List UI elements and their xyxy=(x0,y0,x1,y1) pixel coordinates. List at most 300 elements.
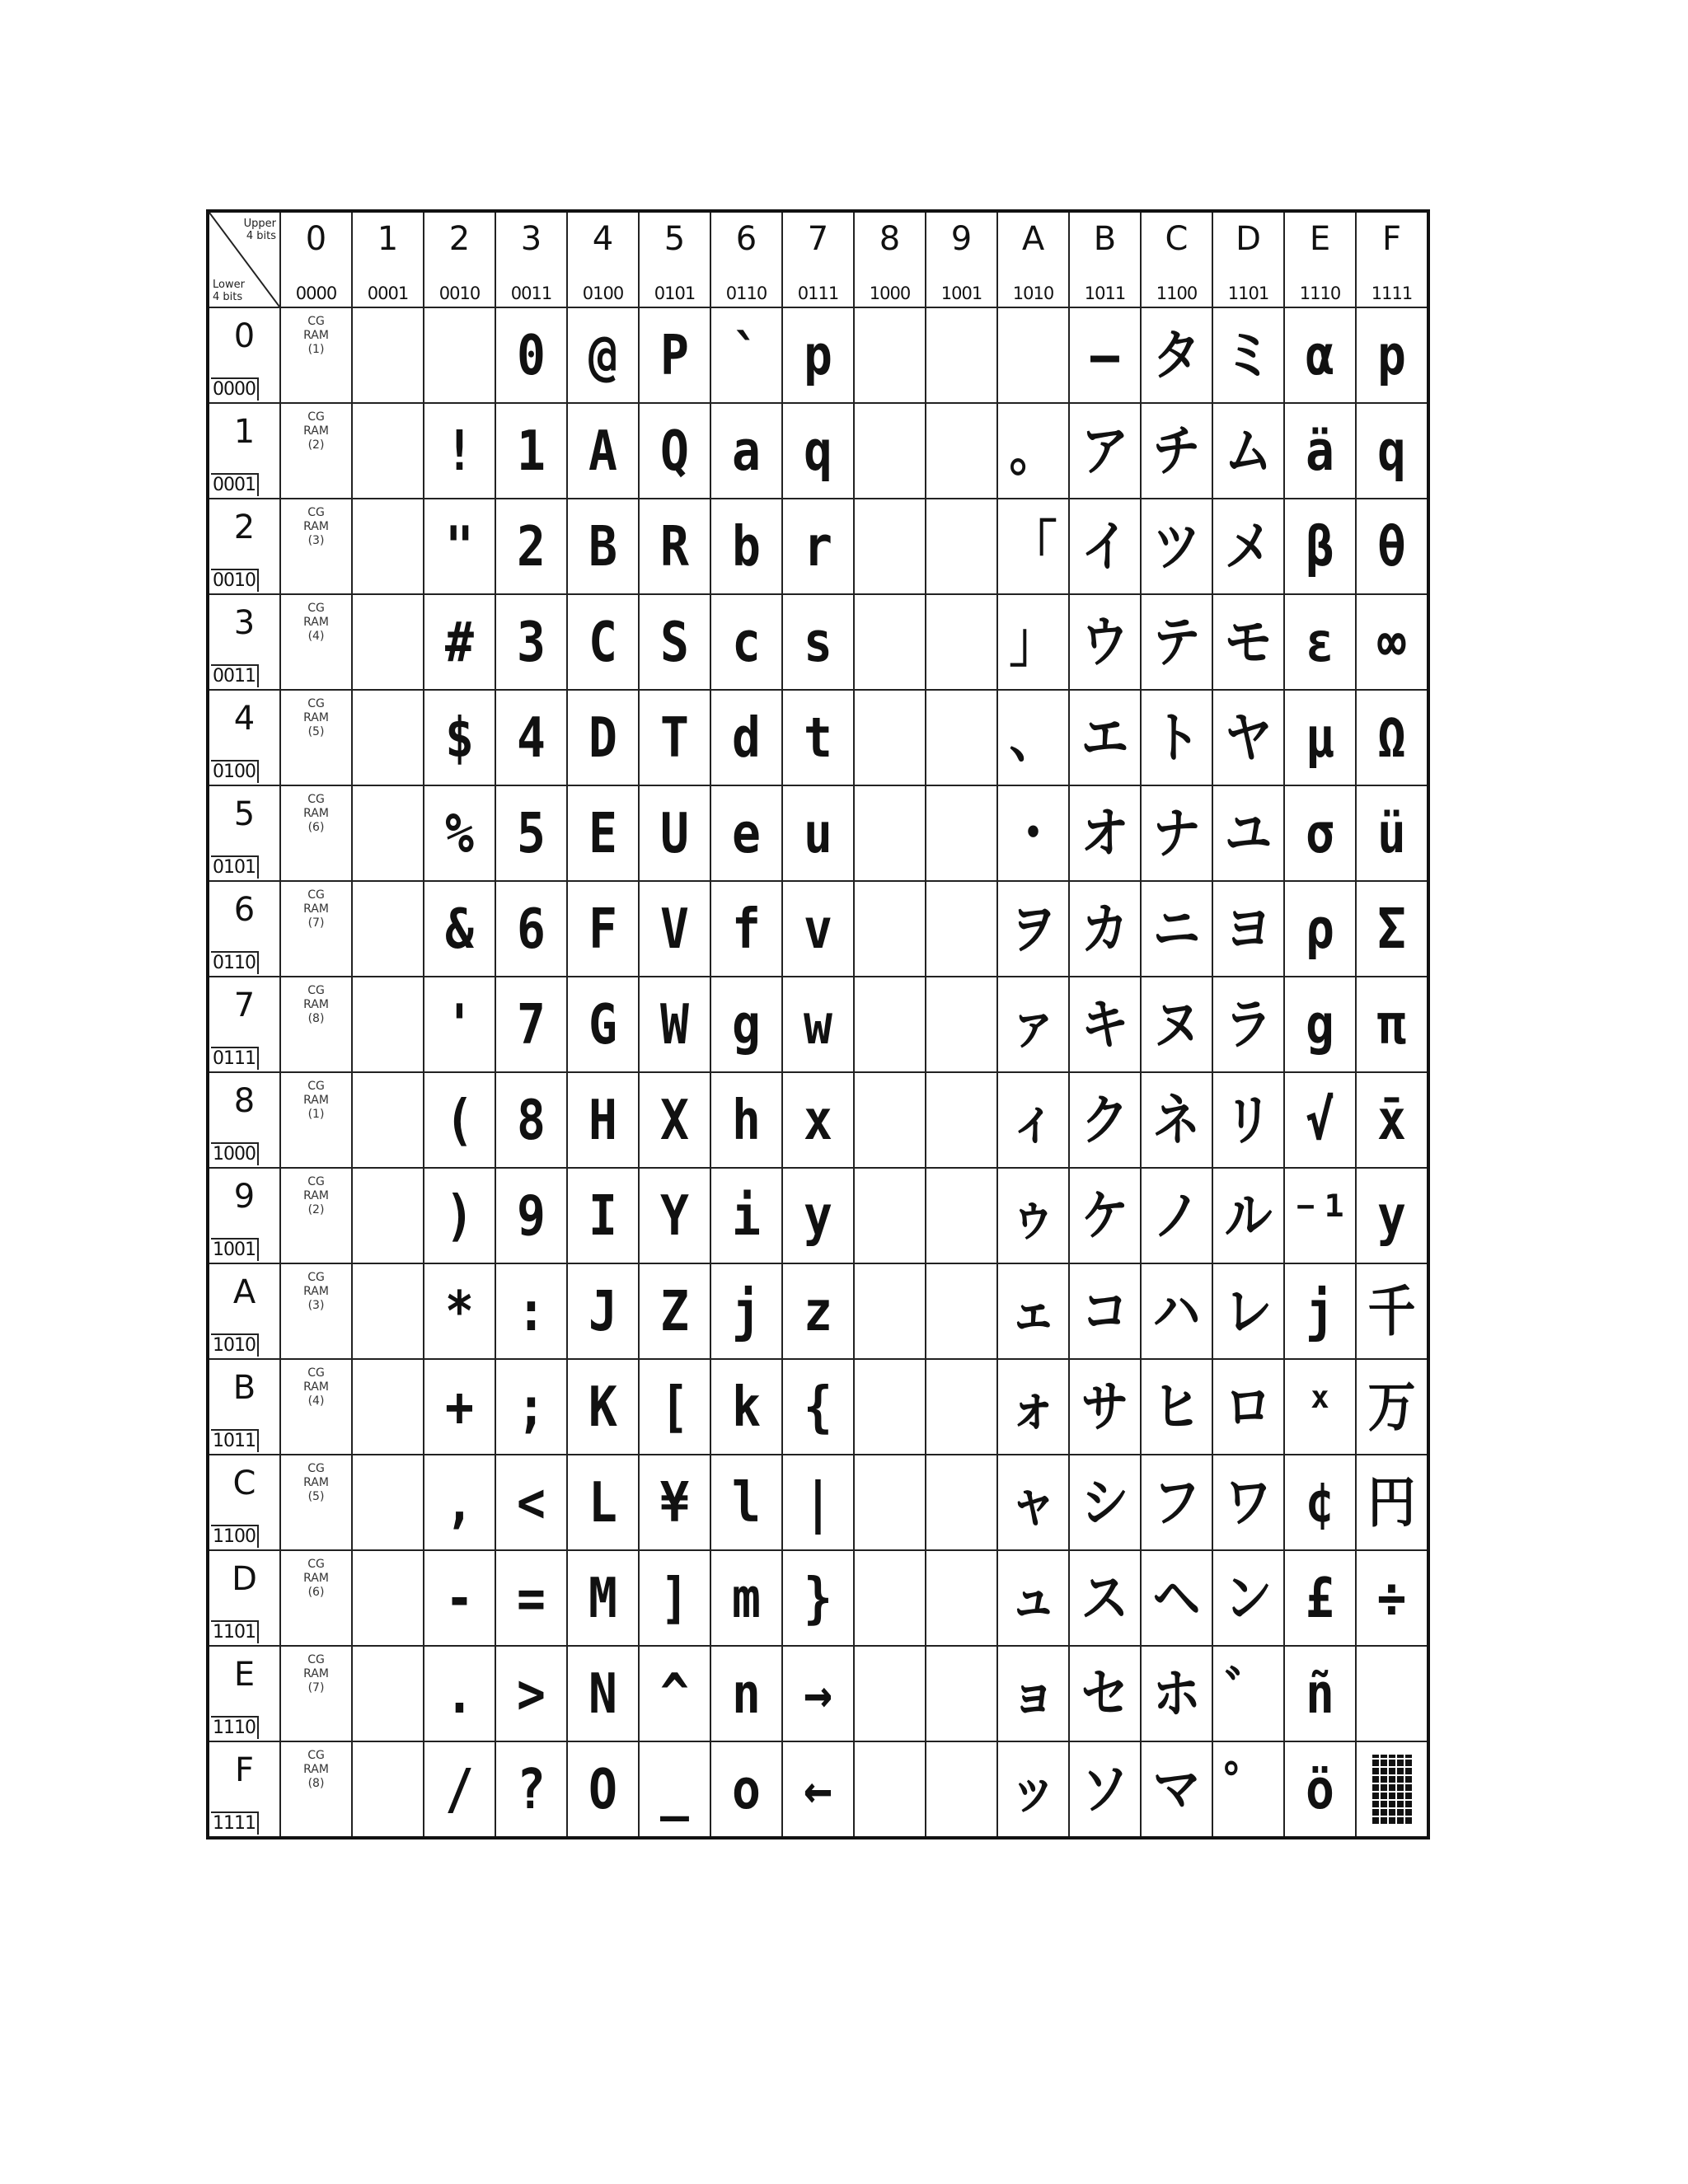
character-glyph: £ xyxy=(1306,1565,1334,1631)
character-cell xyxy=(1069,1741,1141,1838)
character-cell xyxy=(997,785,1069,881)
character-glyph: シ xyxy=(1081,1469,1129,1535)
table-row xyxy=(208,1455,1428,1550)
row-binary: 0110 xyxy=(211,951,259,974)
character-glyph: 5 xyxy=(517,800,546,866)
character-cell xyxy=(495,1455,567,1550)
row-header xyxy=(208,403,280,499)
row-header xyxy=(208,690,280,785)
character-cell xyxy=(1356,977,1428,1072)
column-header xyxy=(782,211,854,307)
character-glyph: : xyxy=(517,1278,546,1344)
character-cell xyxy=(1069,1359,1141,1455)
character-cell xyxy=(1212,307,1284,403)
character-glyph: ツ xyxy=(1152,513,1201,579)
row-header xyxy=(208,881,280,977)
upper-bits-label: Upper 4 bits xyxy=(243,218,276,242)
column-binary: 0110 xyxy=(725,284,767,303)
character-cell xyxy=(1356,1359,1428,1455)
character-cell xyxy=(782,690,854,785)
character-cell xyxy=(1141,1455,1212,1550)
character-glyph: D xyxy=(588,705,617,771)
character-cell xyxy=(495,881,567,977)
character-glyph: エ xyxy=(1081,705,1129,771)
character-cell xyxy=(782,1455,854,1550)
character-cell xyxy=(1356,499,1428,594)
character-glyph: f xyxy=(732,896,761,962)
character-glyph: s xyxy=(804,609,832,675)
character-glyph: ォ xyxy=(1009,1374,1057,1440)
character-glyph: 円 xyxy=(1367,1469,1416,1535)
character-cell xyxy=(424,499,495,594)
row-binary: 1111 xyxy=(211,1811,259,1835)
character-glyph: リ xyxy=(1224,1087,1273,1153)
character-cell xyxy=(926,785,997,881)
character-cell xyxy=(926,594,997,690)
row-binary: 0001 xyxy=(211,473,259,496)
character-cell xyxy=(782,1646,854,1741)
cgram-label: CG RAM (6) xyxy=(303,793,329,834)
character-cell xyxy=(854,307,926,403)
character-cell xyxy=(782,1263,854,1359)
character-cell xyxy=(854,785,926,881)
character-glyph: ワ xyxy=(1224,1469,1273,1535)
cgram-cell xyxy=(280,1072,352,1168)
column-header xyxy=(352,211,424,307)
character-glyph: - xyxy=(445,1565,474,1631)
character-cell xyxy=(926,977,997,1072)
character-glyph: ノ xyxy=(1152,1183,1201,1249)
character-glyph: ナ xyxy=(1152,800,1201,866)
row-hex: E xyxy=(233,1656,256,1694)
character-glyph: z xyxy=(804,1278,832,1344)
character-cell xyxy=(1212,1263,1284,1359)
row-binary: 1010 xyxy=(211,1333,259,1357)
column-header xyxy=(1212,211,1284,307)
column-header xyxy=(1141,211,1212,307)
character-cell xyxy=(926,307,997,403)
character-glyph: & xyxy=(445,896,474,962)
character-cell xyxy=(997,977,1069,1072)
character-cell xyxy=(854,499,926,594)
character-cell xyxy=(567,1168,639,1263)
character-cell xyxy=(352,690,424,785)
character-cell xyxy=(1069,881,1141,977)
character-cell xyxy=(1141,1359,1212,1455)
character-cell xyxy=(997,1646,1069,1741)
character-glyph: . xyxy=(445,1661,474,1727)
cgram-cell xyxy=(280,977,352,1072)
row-header xyxy=(208,307,280,403)
character-glyph: F xyxy=(588,896,617,962)
character-glyph: 3 xyxy=(517,609,546,675)
character-glyph: C xyxy=(588,609,617,675)
character-cell xyxy=(854,1550,926,1646)
character-glyph: o xyxy=(732,1756,761,1822)
character-cell xyxy=(710,499,782,594)
character-cell xyxy=(782,1741,854,1838)
row-hex: 1 xyxy=(233,413,256,451)
character-cell xyxy=(1284,1168,1356,1263)
character-glyph: ? xyxy=(517,1756,546,1822)
character-glyph: 9 xyxy=(517,1183,546,1249)
character-cell xyxy=(710,1359,782,1455)
character-glyph: } xyxy=(804,1565,832,1631)
character-glyph: ¥ xyxy=(660,1469,689,1535)
character-glyph: ェ xyxy=(1009,1278,1057,1344)
character-glyph: ˣ xyxy=(1306,1374,1334,1440)
character-glyph: セ xyxy=(1081,1661,1129,1727)
row-binary: 0111 xyxy=(211,1047,259,1070)
row-binary: 0000 xyxy=(211,377,259,401)
character-glyph: β xyxy=(1306,513,1334,579)
character-glyph: g xyxy=(732,991,761,1057)
character-glyph: レ xyxy=(1224,1278,1273,1344)
character-cell xyxy=(926,1455,997,1550)
character-cell xyxy=(1069,1455,1141,1550)
character-cell xyxy=(352,1455,424,1550)
character-glyph: μ xyxy=(1306,705,1334,771)
lower-bits-label: Lower 4 bits xyxy=(213,279,245,303)
character-glyph: 」 xyxy=(1009,609,1057,675)
character-cell xyxy=(567,499,639,594)
character-glyph: l xyxy=(732,1469,761,1535)
character-cell xyxy=(1284,1263,1356,1359)
column-hex: B xyxy=(1093,220,1117,258)
column-binary: 1110 xyxy=(1299,284,1341,303)
character-cell xyxy=(1069,403,1141,499)
character-cell xyxy=(1141,1646,1212,1741)
column-hex: D xyxy=(1236,220,1261,258)
row-header xyxy=(208,1646,280,1741)
row-binary: 1100 xyxy=(211,1525,259,1548)
character-cell xyxy=(854,1359,926,1455)
character-glyph: _ xyxy=(660,1756,689,1822)
character-cell xyxy=(997,881,1069,977)
character-cell xyxy=(854,881,926,977)
character-glyph: ク xyxy=(1081,1087,1129,1153)
character-cell xyxy=(1284,403,1356,499)
character-cell xyxy=(352,594,424,690)
table-row xyxy=(208,1072,1428,1168)
character-glyph: n xyxy=(732,1661,761,1727)
cgram-label: CG RAM (4) xyxy=(303,1366,329,1408)
table-row xyxy=(208,1359,1428,1455)
character-glyph: カ xyxy=(1081,896,1129,962)
character-cell xyxy=(926,1646,997,1741)
cgram-label: CG RAM (6) xyxy=(303,1558,329,1599)
character-glyph: % xyxy=(445,800,474,866)
character-cell xyxy=(854,594,926,690)
character-cell xyxy=(926,1072,997,1168)
character-glyph: ゜ xyxy=(1224,1756,1273,1822)
table-row xyxy=(208,307,1428,403)
row-header xyxy=(208,1359,280,1455)
character-cell xyxy=(782,403,854,499)
character-glyph: b xyxy=(732,513,761,579)
character-cell xyxy=(639,785,710,881)
character-cell xyxy=(495,403,567,499)
character-glyph: ミ xyxy=(1224,322,1273,388)
character-glyph: フ xyxy=(1152,1469,1201,1535)
character-cell xyxy=(1069,594,1141,690)
character-glyph: u xyxy=(804,800,832,866)
column-binary: 1101 xyxy=(1227,284,1269,303)
character-cell xyxy=(854,1455,926,1550)
character-glyph: ; xyxy=(517,1374,546,1440)
character-cell xyxy=(639,690,710,785)
character-cell xyxy=(782,977,854,1072)
character-glyph: * xyxy=(445,1278,474,1344)
character-glyph: g xyxy=(1306,991,1334,1057)
character-cell xyxy=(1356,403,1428,499)
character-cell xyxy=(424,881,495,977)
row-hex: A xyxy=(232,1273,256,1311)
column-header xyxy=(1356,211,1428,307)
character-cell xyxy=(1284,690,1356,785)
column-binary: 0010 xyxy=(438,284,481,303)
character-cell xyxy=(352,1359,424,1455)
character-glyph: ヘ xyxy=(1152,1565,1201,1631)
character-cell xyxy=(1356,307,1428,403)
character-cell xyxy=(567,1741,639,1838)
cgram-label: CG RAM (7) xyxy=(303,888,329,930)
character-glyph: 、 xyxy=(1009,705,1057,771)
cgram-label: CG RAM (5) xyxy=(303,1462,329,1503)
character-cell xyxy=(495,1646,567,1741)
character-glyph: d xyxy=(732,705,761,771)
character-cell xyxy=(567,1455,639,1550)
column-hex: 1 xyxy=(377,220,399,258)
character-cell xyxy=(710,881,782,977)
column-binary: 1100 xyxy=(1156,284,1198,303)
character-cell xyxy=(1069,785,1141,881)
character-cell xyxy=(424,1741,495,1838)
character-glyph: B xyxy=(588,513,617,579)
character-cell xyxy=(567,785,639,881)
character-glyph: K xyxy=(588,1374,617,1440)
character-cell xyxy=(1356,594,1428,690)
character-cell xyxy=(997,403,1069,499)
character-glyph: w xyxy=(804,991,832,1057)
table-row xyxy=(208,1646,1428,1741)
row-hex: 7 xyxy=(233,987,256,1024)
character-cell xyxy=(710,690,782,785)
character-cell xyxy=(710,1550,782,1646)
character-cell xyxy=(352,977,424,1072)
character-cell xyxy=(639,594,710,690)
character-cell xyxy=(424,1550,495,1646)
character-glyph: 。 xyxy=(1009,418,1057,484)
full-block-glyph xyxy=(1372,1755,1412,1824)
column-binary: 0111 xyxy=(797,284,839,303)
character-cell xyxy=(1356,1455,1428,1550)
row-binary: 1001 xyxy=(211,1238,259,1261)
character-cell xyxy=(782,1168,854,1263)
character-glyph: j xyxy=(1306,1278,1334,1344)
character-cell xyxy=(495,307,567,403)
table-row xyxy=(208,1550,1428,1646)
character-cell xyxy=(639,1168,710,1263)
character-glyph: ッ xyxy=(1009,1756,1057,1822)
cgram-cell xyxy=(280,403,352,499)
character-cell xyxy=(1284,881,1356,977)
character-cell xyxy=(710,785,782,881)
column-header xyxy=(495,211,567,307)
character-cell xyxy=(567,1550,639,1646)
character-cell xyxy=(710,1646,782,1741)
character-cell xyxy=(926,1168,997,1263)
character-cell xyxy=(352,499,424,594)
character-glyph: 万 xyxy=(1367,1374,1416,1440)
corner-cell xyxy=(208,211,280,307)
cgram-cell xyxy=(280,1263,352,1359)
cgram-cell xyxy=(280,499,352,594)
character-glyph: ウ xyxy=(1081,609,1129,675)
character-glyph: ュ xyxy=(1009,1565,1057,1631)
row-binary: 1101 xyxy=(211,1620,259,1643)
character-cell xyxy=(424,1072,495,1168)
column-header xyxy=(1284,211,1356,307)
character-glyph: p xyxy=(1377,322,1406,388)
character-cell xyxy=(1212,690,1284,785)
character-cell xyxy=(639,1263,710,1359)
character-cell xyxy=(639,977,710,1072)
cgram-cell xyxy=(280,1741,352,1838)
column-header xyxy=(424,211,495,307)
character-cell xyxy=(710,403,782,499)
character-cell xyxy=(495,499,567,594)
column-binary: 0001 xyxy=(367,284,409,303)
cgram-label: CG RAM (5) xyxy=(303,697,329,738)
character-glyph: X xyxy=(660,1087,689,1153)
character-cell xyxy=(926,1359,997,1455)
character-cell xyxy=(352,403,424,499)
row-header xyxy=(208,1550,280,1646)
column-binary: 1001 xyxy=(940,284,982,303)
character-cell xyxy=(639,499,710,594)
cgram-cell xyxy=(280,594,352,690)
row-hex: 6 xyxy=(233,891,256,929)
column-header xyxy=(639,211,710,307)
character-cell xyxy=(424,1646,495,1741)
character-cell xyxy=(424,307,495,403)
character-cell xyxy=(1141,1550,1212,1646)
character-glyph: オ xyxy=(1081,800,1129,866)
character-glyph: ロ xyxy=(1224,1374,1273,1440)
character-glyph: ヨ xyxy=(1224,896,1273,962)
character-glyph: タ xyxy=(1152,322,1201,388)
table-row xyxy=(208,1168,1428,1263)
character-glyph: ァ xyxy=(1009,991,1057,1057)
character-cell xyxy=(926,499,997,594)
row-hex: 3 xyxy=(233,604,256,642)
character-glyph: ン xyxy=(1224,1565,1273,1631)
character-cell xyxy=(1141,977,1212,1072)
character-glyph: イ xyxy=(1081,513,1129,579)
character-cell xyxy=(854,1741,926,1838)
column-binary: 1000 xyxy=(869,284,911,303)
character-glyph: ヤ xyxy=(1224,705,1273,771)
character-glyph: ρ xyxy=(1306,896,1334,962)
character-cell xyxy=(1212,977,1284,1072)
character-glyph: ⁻¹ xyxy=(1291,1183,1349,1249)
character-glyph: ε xyxy=(1306,609,1334,675)
character-glyph: Q xyxy=(660,418,689,484)
character-glyph: a xyxy=(732,418,761,484)
character-glyph: θ xyxy=(1377,513,1406,579)
column-hex: C xyxy=(1165,220,1189,258)
row-binary: 0010 xyxy=(211,569,259,592)
row-binary: 0101 xyxy=(211,855,259,879)
character-cell xyxy=(1284,594,1356,690)
column-header xyxy=(710,211,782,307)
character-cell xyxy=(782,594,854,690)
character-glyph: + xyxy=(445,1374,474,1440)
character-cell xyxy=(997,690,1069,785)
character-cell xyxy=(710,307,782,403)
column-hex: F xyxy=(1381,220,1401,258)
character-cell xyxy=(424,977,495,1072)
character-glyph: ア xyxy=(1081,418,1129,484)
character-glyph: 2 xyxy=(517,513,546,579)
character-cell xyxy=(1356,785,1428,881)
character-cell xyxy=(424,403,495,499)
column-hex: 7 xyxy=(807,220,829,258)
character-glyph: ホ xyxy=(1152,1661,1201,1727)
character-glyph: ル xyxy=(1224,1183,1273,1249)
character-glyph: # xyxy=(445,609,474,675)
cgram-label: CG RAM (7) xyxy=(303,1653,329,1694)
character-cell xyxy=(1141,690,1212,785)
character-glyph: i xyxy=(732,1183,761,1249)
character-glyph: α xyxy=(1306,322,1334,388)
character-glyph: k xyxy=(732,1374,761,1440)
character-cell xyxy=(782,499,854,594)
character-glyph: e xyxy=(732,800,761,866)
character-glyph: J xyxy=(588,1278,617,1344)
column-hex: E xyxy=(1309,220,1331,258)
cgram-label: CG RAM (2) xyxy=(303,410,329,452)
row-hex: 4 xyxy=(233,700,256,738)
character-cell xyxy=(997,594,1069,690)
character-glyph: L xyxy=(588,1469,617,1535)
character-glyph: ` xyxy=(732,322,761,388)
character-cell xyxy=(997,1359,1069,1455)
character-cell xyxy=(639,1455,710,1550)
character-glyph: x xyxy=(804,1087,832,1153)
row-binary: 1011 xyxy=(211,1429,259,1452)
column-hex: 8 xyxy=(879,220,901,258)
character-cell xyxy=(854,690,926,785)
character-glyph: テ xyxy=(1152,609,1201,675)
character-cell xyxy=(424,594,495,690)
row-header xyxy=(208,1263,280,1359)
character-glyph: ^ xyxy=(660,1661,689,1727)
cgram-cell xyxy=(280,785,352,881)
character-cell xyxy=(1212,1072,1284,1168)
character-cell xyxy=(495,1359,567,1455)
character-glyph: ネ xyxy=(1152,1087,1201,1153)
cgram-label: CG RAM (8) xyxy=(303,984,329,1025)
character-cell xyxy=(997,1263,1069,1359)
character-cell xyxy=(1141,881,1212,977)
character-cell xyxy=(1212,785,1284,881)
character-cell xyxy=(1284,1550,1356,1646)
character-glyph: ü xyxy=(1377,800,1406,866)
character-cell xyxy=(1212,1168,1284,1263)
character-cell xyxy=(424,1359,495,1455)
